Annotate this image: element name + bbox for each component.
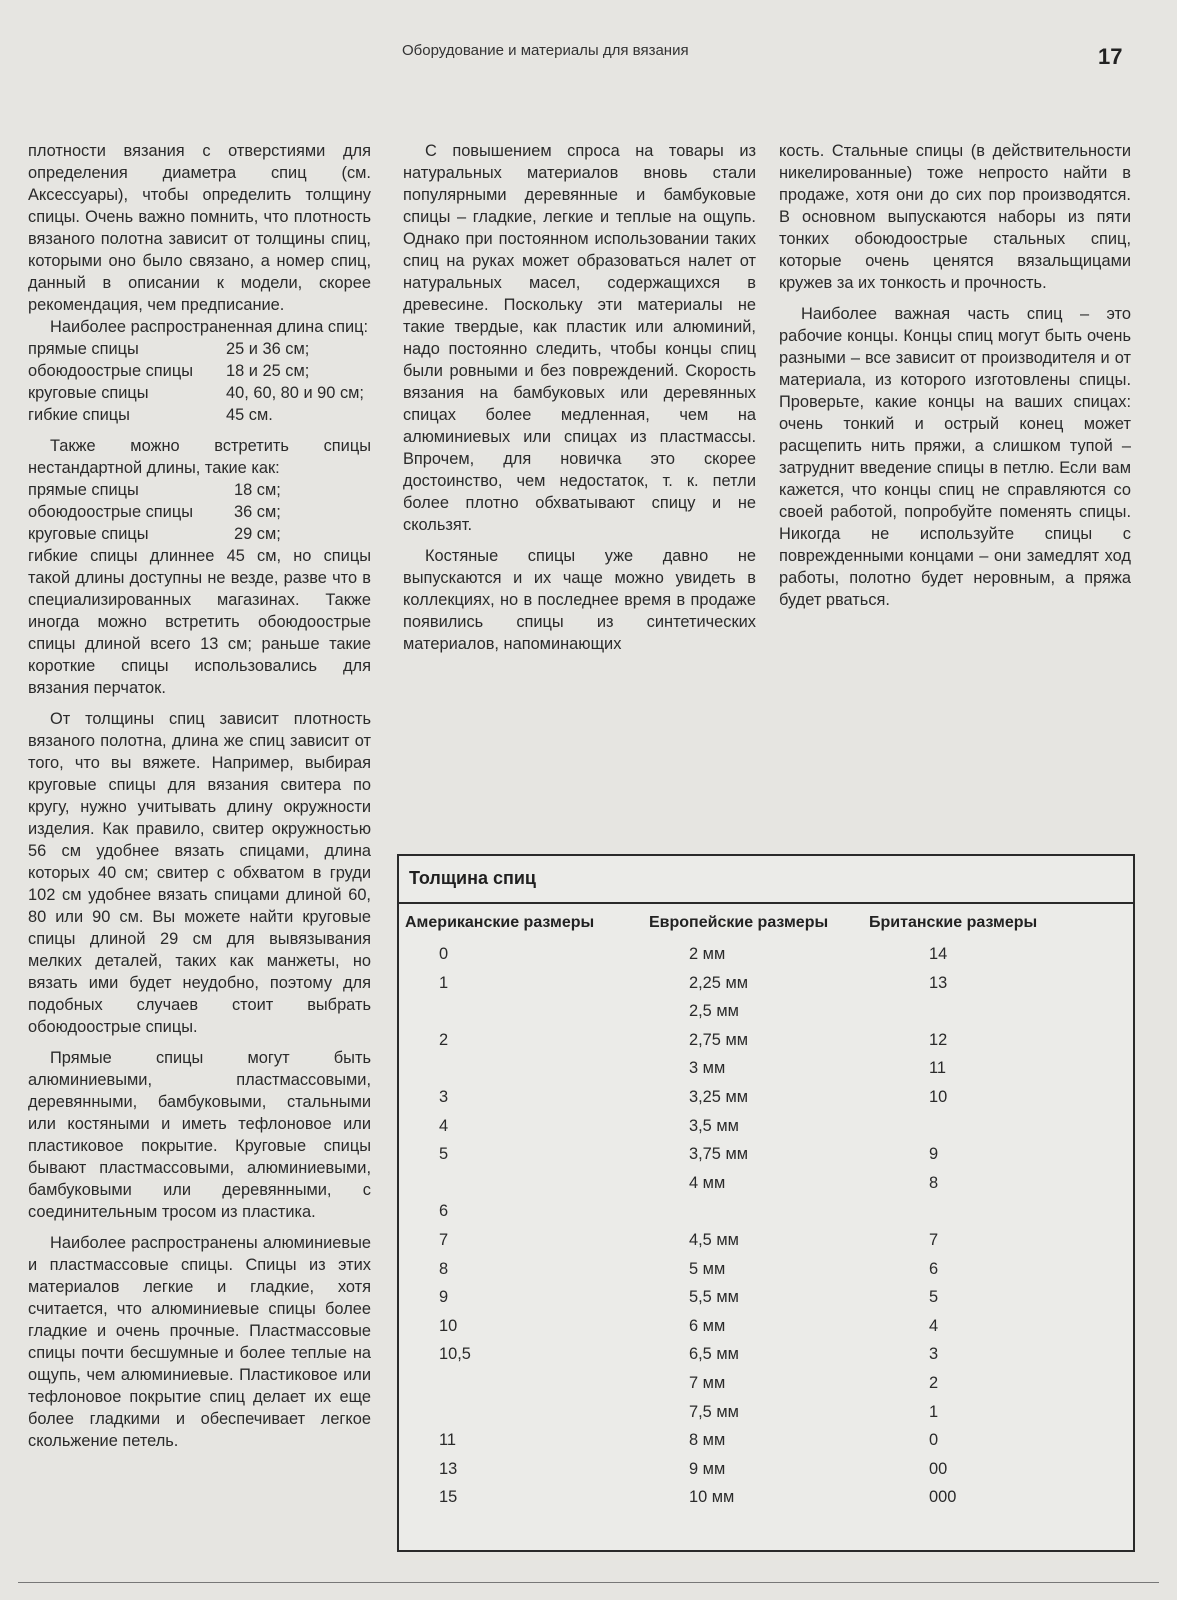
paragraph: Наиболее распространенная длина спиц: (50, 318, 369, 336)
list-item (28, 382, 371, 404)
paragraph: С повышением спроса на товары из натуральных материалов вновь стали популярными деревянные и бамбуковые спицы – гладкие, легкие и теплые на ощупь. Однако при постоянном использовании таких спиц на руках может образоваться налет от натуральных масел, содержащихся в древесине. Поскольку эти материалы не такие твердые, как пластик или алюминий, надо постоянно следить, чтобы концы спиц были ровными и без повреждений. Скорость вязания на бамбуковых или деревянных спицах более медленная, чем на алюминиевых или спицах из пластмассы. Впрочем, для новичка это скорее достоинство, чем недостаток, т. к. петли более плотно обхватывают спицу и не скользят. (403, 142, 756, 534)
cell-uk-size: 4 (929, 1316, 939, 1335)
table-row (399, 1400, 1133, 1429)
table-row (399, 1257, 1133, 1286)
cell-us-size: 4 (439, 1116, 449, 1135)
cell-eu-size: 7,5 мм (689, 1402, 739, 1421)
cell-eu-size: 2 мм (689, 945, 726, 963)
list-item-label: обоюдоострые спицы (28, 503, 194, 521)
list-item-label: прямые спицы (28, 340, 139, 358)
paragraph: От толщины спиц зависит плотность вязаного полотна, длина же спиц зависит от того, что вы вяжете. Например, выбирая круговые спицы для вязания свитера по кругу, нужно учитывать длину окружности изделия. Как правило, свитер окружностью 56 см удобнее вязать спицами, длина которых 40 см; свитер с обхватом в груди 102 см удобнее вязать спицами длиной 60, 80 или 90 см. Вы можете найти круговые спицы длиной 29 см для вывязывания мелких деталей, таких как манжеты, но вязать ими будет неудобно, поэтому для подобных случаев стоит выбрать обоюдоострые спицы. (28, 710, 371, 1036)
column-header-eu: Европейские размеры (649, 914, 829, 931)
table-row (399, 1228, 1133, 1257)
cell-uk-size: 8 (929, 1173, 939, 1192)
list-item (28, 404, 371, 426)
page-number: 17 (1098, 44, 1123, 69)
paragraph: гибкие спицы длиннее 45 см, но спицы такой длины доступны не везде, разве что в специализированных магазинах. Также иногда можно встретить обоюдоострые спицы длиной всего 13 см; раньше такие короткие спицы использовались для вязания перчаток. (28, 547, 371, 697)
cell-eu-size: 6,5 мм (689, 1345, 739, 1364)
cell-us-size: 6 (439, 1202, 449, 1221)
cell-uk-size: 1 (929, 1402, 939, 1421)
length-list-standard (28, 338, 371, 426)
divider (399, 902, 1133, 904)
cell-us-size: 7 (439, 1231, 449, 1249)
list-item-label: прямые спицы (28, 481, 139, 499)
list-item-value: 36 см; (234, 503, 281, 521)
cell-eu-size: 6 мм (689, 1316, 726, 1335)
list-item-label: круговые спицы (28, 384, 149, 402)
list-item-value: 18 и 25 см; (226, 362, 310, 380)
running-title: Оборудование и материалы для вязания (402, 42, 689, 59)
cell-us-size: 1 (439, 973, 449, 992)
cell-eu-size: 5,5 мм (689, 1288, 739, 1307)
cell-uk-size: 14 (929, 945, 948, 963)
cell-eu-size: 3,75 мм (689, 1145, 748, 1164)
cell-us-size: 2 (439, 1030, 449, 1049)
cell-eu-size: 2,25 мм (689, 973, 748, 992)
paragraph: Костяные спицы уже давно не выпускаются и их чаще можно увидеть в коллекциях, но в последнее время в продаже появились спицы из синтетических материалов, напоминающих (403, 547, 756, 653)
paragraph: кость. Стальные спицы (в действительности никелированные) тоже непросто найти в продаже, хотя они до сих пор производятся. В основном выпускаются наборы из пяти тонких обоюдоострые стальных спиц, которые очень ценятся вязальщицами кружев за их тонкость и прочность. (779, 142, 1131, 292)
cell-eu-size: 3,5 мм (689, 1116, 739, 1135)
table-row (399, 1485, 1133, 1514)
cell-uk-size: 7 (929, 1231, 939, 1249)
list-item (28, 479, 371, 501)
table-row (399, 1171, 1133, 1200)
cell-uk-size: 3 (929, 1345, 939, 1364)
list-item-value: 29 см; (234, 525, 281, 543)
table-row (399, 1371, 1133, 1400)
needle-size-table (397, 854, 1135, 1552)
list-item-value: 25 и 36 см; (226, 340, 310, 358)
table-row (399, 1056, 1133, 1085)
cell-eu-size: 5 мм (689, 1259, 726, 1278)
list-item-label: обоюдоострые спицы (28, 362, 194, 380)
cell-eu-size: 7 мм (689, 1374, 726, 1392)
cell-uk-size: 9 (929, 1145, 939, 1164)
paragraph: Прямые спицы могут быть алюминиевыми, пластмассовыми, деревянными, бамбуковыми, стальными или костяными и иметь тефлоновое или пластиковое покрытие. Круговые спицы бывают пластмассовыми, алюминиевыми, бамбуковыми или деревянными, с соединительным тросом из пластика. (28, 1049, 371, 1221)
list-item-label: гибкие спицы (28, 406, 130, 424)
cell-eu-size: 3 мм (689, 1059, 726, 1078)
cell-eu-size: 3,25 мм (689, 1088, 748, 1106)
list-item-value: 40, 60, 80 и 90 см; (226, 384, 364, 402)
table-row (399, 1199, 1133, 1228)
paragraph: Также можно встретить спицы нестандартной длины, такие как: (28, 437, 371, 477)
table-row (399, 1085, 1133, 1114)
cell-eu-size: 4 мм (689, 1173, 726, 1192)
cell-uk-size: 13 (929, 973, 948, 992)
cell-eu-size: 8 мм (689, 1431, 726, 1450)
paragraph: Наиболее распространены алюминиевые и пластмассовые спицы. Спицы из этих материалов легкие и гладкие, хотя считается, что алюминиевые спицы более гладкие и очень прочные. Пластмассовые спицы почти бесшумные и более теплые на ощупь, чем алюминиевые. Пластиковое или тефлоновое покрытие спиц делает их еще более гладкими и обеспечивает легкое скольжение петель. (28, 1234, 371, 1450)
cell-uk-size: 00 (929, 1459, 948, 1478)
cell-eu-size: 9 мм (689, 1459, 726, 1478)
paragraph: плотности вязания с отверстиями для определения диаметра спиц (см. Аксессуары), чтобы определить толщину спицы. Очень важно помнить, что плотность вязаного полотна зависит от толщины спиц, которыми оно было связано, а номер спиц, данный в описании к модели, скорее рекомендация, чем предписание. (28, 142, 371, 314)
divider (18, 1582, 1159, 1583)
table-row (399, 971, 1133, 1000)
list-item (28, 523, 371, 545)
cell-us-size: 9 (439, 1288, 449, 1307)
cell-uk-size: 11 (929, 1059, 947, 1078)
cell-us-size: 5 (439, 1145, 449, 1164)
list-item-value: 18 см; (234, 481, 281, 499)
cell-us-size: 11 (439, 1431, 457, 1450)
table-row (399, 1285, 1133, 1314)
column-header-us: Американские размеры (405, 914, 595, 931)
cell-us-size: 13 (439, 1459, 458, 1478)
column-header-uk: Британские размеры (869, 914, 1038, 931)
list-item-label: круговые спицы (28, 525, 149, 543)
cell-uk-size: 12 (929, 1030, 948, 1049)
table-row (399, 1142, 1133, 1171)
cell-us-size: 15 (439, 1488, 458, 1507)
cell-uk-size: 6 (929, 1259, 939, 1278)
table-row (399, 1028, 1133, 1057)
cell-uk-size: 0 (929, 1431, 939, 1450)
table-row (399, 1457, 1133, 1486)
cell-eu-size: 2,5 мм (689, 1002, 739, 1021)
list-item (28, 338, 371, 360)
table-row (399, 1314, 1133, 1343)
cell-uk-size: 10 (929, 1088, 948, 1106)
table-row (399, 942, 1133, 971)
text-column-3 (779, 140, 1131, 611)
cell-us-size: 8 (439, 1259, 449, 1278)
list-item-value: 45 см. (226, 406, 273, 424)
cell-eu-size: 2,75 мм (689, 1030, 748, 1049)
list-item (28, 501, 371, 523)
text-column-1 (28, 140, 371, 1452)
cell-eu-size: 4,5 мм (689, 1231, 739, 1249)
table-row (399, 1342, 1133, 1371)
list-item (28, 360, 371, 382)
length-list-nonstandard (28, 479, 371, 545)
cell-uk-size: 2 (929, 1374, 939, 1392)
cell-us-size: 3 (439, 1088, 449, 1106)
cell-uk-size: 5 (929, 1288, 939, 1307)
cell-uk-size: 000 (929, 1488, 957, 1507)
cell-us-size: 0 (439, 945, 449, 963)
text-column-2 (403, 140, 756, 655)
cell-us-size: 10,5 (439, 1345, 471, 1364)
table-row (399, 999, 1133, 1028)
table-row (399, 1428, 1133, 1457)
cell-us-size: 10 (439, 1316, 458, 1335)
table-row (399, 1114, 1133, 1143)
cell-eu-size: 10 мм (689, 1488, 735, 1507)
paragraph: Наиболее важная часть спиц – это рабочие концы. Концы спиц могут быть очень разными – все зависит от производителя и от материала, из которого изготовлены спицы. Проверьте, какие концы на ваших спицах: очень тонкий и острый конец может расщепить нить пряжи, а слишком тупой – затруднит введение спицы в петлю. Если вам кажется, что концы спиц не справляются со своей работой, попробуйте поменять спицы. Никогда не используйте спицы с поврежденными концами – они замедлят ход работы, полотно будет неровным, а пряжа будет рваться. (779, 305, 1131, 609)
table-title: Толщина спиц (409, 868, 536, 888)
